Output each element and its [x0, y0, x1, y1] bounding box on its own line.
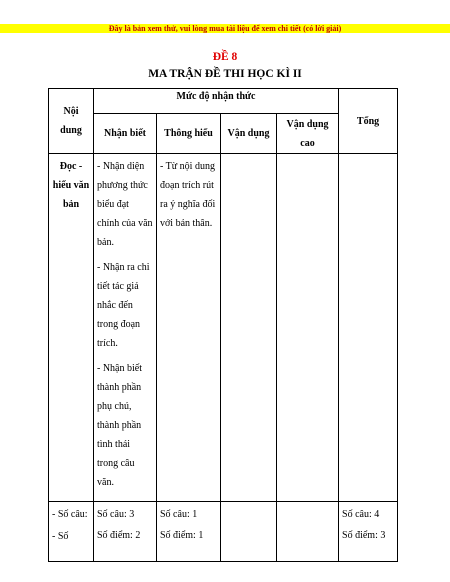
table-row — [49, 502, 398, 562]
header-van-dung: Vận dụng — [221, 114, 277, 154]
so-cau-text: Số câu: 3 — [97, 509, 135, 520]
van-dung-cao-cell — [277, 154, 339, 502]
row-label-so-cau — [49, 502, 94, 562]
thong-hieu-count-cell — [157, 502, 221, 562]
so-diem-text: Số điểm: 2 — [97, 530, 141, 541]
so-diem-text: Số điểm: 1 — [160, 530, 204, 541]
thong-hieu-cell: - Từ nội dung đoạn trích rút ra ý nghĩa đối với bản thân. — [157, 154, 221, 502]
row-label-text: - Số — [52, 531, 69, 542]
table-row — [49, 154, 398, 502]
nhan-biet-cell — [94, 154, 157, 502]
van-dung-cell — [221, 154, 277, 502]
row-label-doc-hieu: Đọc - hiểu văn bản — [49, 154, 94, 502]
header-nhan-biet: Nhận biết — [94, 114, 157, 154]
so-diem-text: Số điểm: 3 — [342, 530, 386, 541]
nhan-biet-item: - Nhận biết thành phần phụ chú, thành phần tình thái trong câu văn. — [97, 363, 142, 488]
exam-number: ĐỀ 8 — [212, 51, 238, 63]
so-cau-text: Số câu: 4 — [342, 509, 380, 520]
exam-matrix-table — [48, 88, 398, 562]
tong-count-cell — [339, 502, 398, 562]
header-tong: Tổng — [339, 89, 398, 154]
nhan-biet-count-cell — [94, 502, 157, 562]
so-cau-text: Số câu: 1 — [160, 509, 198, 520]
preview-notice: Đây là bản xem thử, vui lòng mua tài liệu để xem chi tiết (có lời giải) — [0, 24, 450, 33]
header-muc-do: Mức độ nhận thức — [94, 89, 339, 114]
nhan-biet-item: - Nhận diện phương thức biểu đạt chính của văn bản. — [97, 161, 153, 248]
header-noi-dung: Nội dung — [49, 89, 94, 154]
nhan-biet-item: - Nhận ra chi tiết tác giả nhắc đến trong đoạn trích. — [97, 262, 150, 349]
van-dung-count-cell — [221, 502, 277, 562]
row-label-text: - Số câu: — [52, 509, 88, 520]
tong-cell — [339, 154, 398, 502]
van-dung-cao-count-cell — [277, 502, 339, 562]
header-van-dung-cao: Vận dụng cao — [277, 114, 339, 154]
header-thong-hieu: Thông hiểu — [157, 114, 221, 154]
page-title: MA TRẬN ĐỀ THI HỌC KÌ II — [148, 68, 302, 80]
